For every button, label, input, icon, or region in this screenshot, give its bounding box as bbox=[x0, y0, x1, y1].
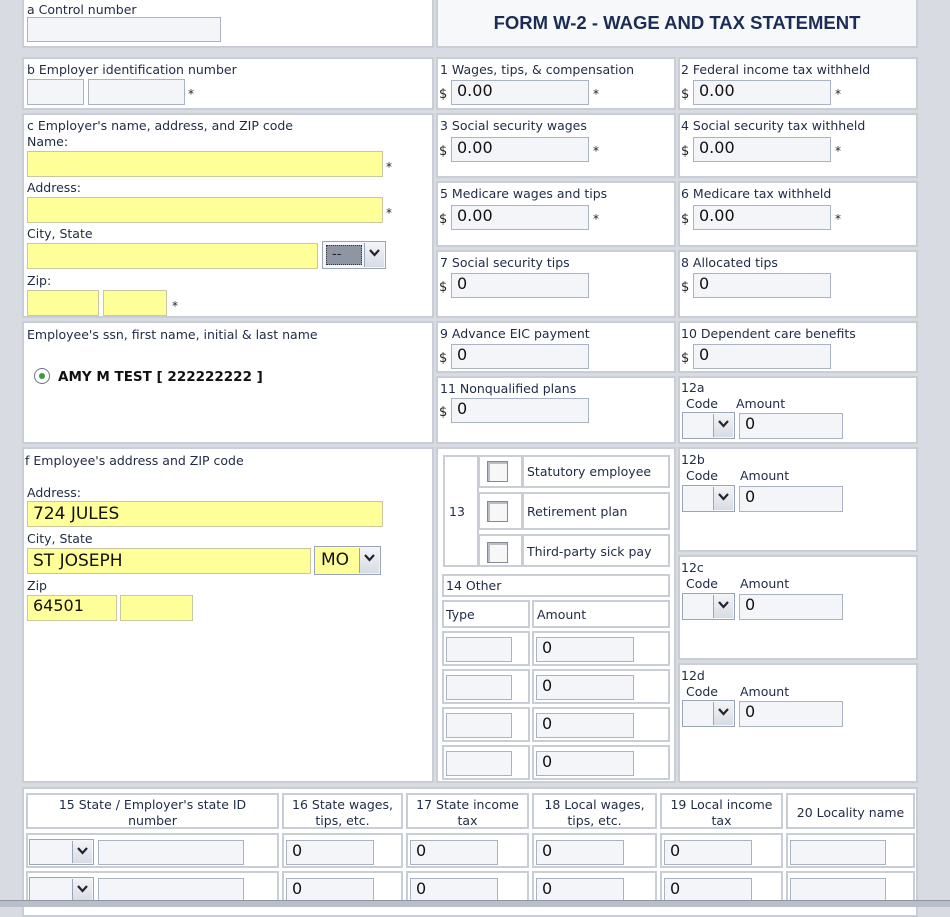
box-1-input[interactable]: 0.00 bbox=[451, 80, 589, 105]
employer-state-select[interactable] bbox=[322, 241, 386, 269]
box-7-ss-tips bbox=[436, 250, 676, 318]
state-wages-header: 16 State wages, tips, etc. bbox=[292, 797, 393, 828]
amount-label: Amount bbox=[740, 576, 790, 591]
box-3-label: 3 Social security wages bbox=[440, 118, 587, 133]
state-row-20 bbox=[786, 833, 915, 868]
employer-name-label: Name: bbox=[27, 134, 69, 149]
dollar-sign: $ bbox=[681, 212, 690, 227]
employer-section-label: c Employer's name, address, and ZIP code bbox=[27, 118, 293, 133]
box-3-input[interactable]: 0.00 bbox=[451, 137, 589, 162]
retirement-checkbox-cell bbox=[478, 492, 523, 530]
box-6-input[interactable]: 0.00 bbox=[693, 205, 831, 230]
box-7-label: 7 Social security tips bbox=[440, 255, 570, 270]
employer-address-label: Address: bbox=[27, 180, 81, 195]
locality-name-input[interactable] bbox=[790, 840, 886, 865]
employee-zip-label: Zip bbox=[27, 578, 47, 593]
box-4-input[interactable]: 0.00 bbox=[693, 137, 831, 162]
box-14-type-cell bbox=[442, 631, 530, 666]
dollar-sign: $ bbox=[439, 280, 448, 295]
code-label: Code bbox=[686, 468, 719, 483]
box-12d-label: 12d bbox=[681, 668, 705, 683]
box-9-label: 9 Advance EIC payment bbox=[440, 326, 590, 341]
chevron-down-icon[interactable] bbox=[713, 595, 733, 618]
employer-city-input[interactable] bbox=[27, 243, 318, 269]
employer-state-value: -- bbox=[326, 245, 362, 265]
locality-name-header: 20 Locality name bbox=[796, 805, 905, 820]
required-mark: * bbox=[593, 87, 599, 101]
local-wages-header: 18 Local wages, tips, etc. bbox=[544, 797, 645, 828]
box-14-label: 14 Other bbox=[446, 578, 502, 593]
state-row-19 bbox=[660, 833, 783, 868]
box-14-amount-cell bbox=[532, 669, 670, 704]
box-11-nonqualified bbox=[436, 376, 676, 444]
box-2-label: 2 Federal income tax withheld bbox=[681, 62, 871, 77]
employer-address-box bbox=[22, 113, 434, 318]
state-id-input[interactable] bbox=[98, 840, 244, 865]
employee-state-select[interactable]: MO bbox=[314, 546, 381, 575]
dollar-sign: $ bbox=[681, 351, 690, 366]
box-14-amount-cell bbox=[532, 745, 670, 780]
state-local-section bbox=[22, 787, 918, 917]
employee-zip-input[interactable]: 64501 bbox=[27, 595, 117, 621]
chevron-down-icon[interactable] bbox=[72, 879, 92, 901]
employer-city-state-label: City, State bbox=[27, 226, 93, 241]
box-12a-code-select[interactable] bbox=[682, 412, 735, 439]
dollar-sign: $ bbox=[681, 144, 690, 159]
box-8-input[interactable]: 0 bbox=[693, 273, 831, 298]
box-14-type-input[interactable] bbox=[446, 713, 512, 738]
amount-label: Amount bbox=[736, 396, 786, 411]
box-12c-code-select[interactable] bbox=[682, 593, 735, 620]
box-14-amount-cell bbox=[532, 631, 670, 666]
chevron-down-icon[interactable] bbox=[713, 414, 733, 437]
state-income-tax-input[interactable]: 0 bbox=[410, 840, 498, 865]
box-12c-amount-input[interactable]: 0 bbox=[739, 594, 843, 620]
box-14-amount-input[interactable]: 0 bbox=[536, 675, 634, 700]
box-4-label: 4 Social security tax withheld bbox=[681, 118, 866, 133]
box-9-input[interactable]: 0 bbox=[451, 344, 589, 369]
local-wages-input[interactable]: 0 bbox=[536, 878, 624, 903]
employee-select-box bbox=[22, 321, 434, 444]
statutory-employee-checkbox[interactable] bbox=[487, 461, 508, 482]
employer-zip4-input[interactable] bbox=[103, 290, 167, 316]
employee-address-label: Address: bbox=[27, 485, 81, 500]
employee-address-box bbox=[22, 447, 434, 783]
local-income-tax-header: 19 Local income tax bbox=[670, 797, 773, 828]
box-8-label: 8 Allocated tips bbox=[681, 255, 778, 270]
box-12a-label: 12a bbox=[681, 380, 705, 395]
box-12a-amount-input[interactable]: 0 bbox=[739, 413, 843, 439]
required-mark: * bbox=[835, 212, 841, 226]
box-14-header bbox=[442, 574, 670, 597]
amount-label: Amount bbox=[740, 468, 790, 483]
control-number-box bbox=[22, 0, 434, 48]
box-12a bbox=[678, 376, 918, 444]
box-7-input[interactable]: 0 bbox=[451, 273, 589, 298]
employee-name-label[interactable]: AMY M TEST [ 222222222 ] bbox=[58, 369, 263, 385]
box-5-input[interactable]: 0.00 bbox=[451, 205, 589, 230]
third-party-sick-pay-checkbox[interactable] bbox=[487, 542, 508, 563]
ein-label: b Employer identification number bbox=[27, 62, 237, 77]
dollar-sign: $ bbox=[439, 87, 448, 102]
sickpay-label-cell bbox=[522, 534, 670, 567]
required-mark: * bbox=[835, 144, 841, 158]
box-14-type-input[interactable] bbox=[446, 675, 512, 700]
box-12d-amount-input[interactable]: 0 bbox=[739, 701, 843, 727]
box-14-type-cell bbox=[442, 707, 530, 742]
required-mark: * bbox=[386, 160, 392, 174]
box-8-allocated-tips bbox=[678, 250, 918, 318]
code-label: Code bbox=[686, 396, 719, 411]
statutory-employee-label: Statutory employee bbox=[527, 464, 652, 479]
box-14-type-input[interactable] bbox=[446, 751, 512, 776]
form-title: FORM W-2 - WAGE AND TAX STATEMENT bbox=[493, 12, 861, 33]
control-number-label: a Control number bbox=[27, 2, 137, 17]
state-row-15 bbox=[26, 833, 279, 868]
dollar-sign: $ bbox=[439, 405, 448, 420]
box-3-ss-wages bbox=[436, 113, 676, 178]
box-5-medicare-wages bbox=[436, 181, 676, 247]
employee-city-state-label: City, State bbox=[27, 531, 93, 546]
box-4-ss-tax bbox=[678, 113, 918, 178]
header-19 bbox=[660, 793, 783, 829]
box-11-input[interactable]: 0 bbox=[451, 398, 589, 423]
box-10-label: 10 Dependent care benefits bbox=[681, 326, 856, 341]
dollar-sign: $ bbox=[439, 144, 448, 159]
window-bottom-border bbox=[0, 900, 950, 907]
box-13-number: 13 bbox=[449, 504, 465, 519]
box-12b bbox=[678, 447, 918, 552]
required-mark: * bbox=[188, 87, 194, 101]
dollar-sign: $ bbox=[439, 351, 448, 366]
employer-zip-label: Zip: bbox=[27, 273, 52, 288]
employee-zip4-input[interactable] bbox=[120, 595, 193, 621]
code-label: Code bbox=[686, 576, 719, 591]
box-6-label: 6 Medicare tax withheld bbox=[681, 186, 832, 201]
box-6-medicare-tax bbox=[678, 181, 918, 247]
box-14-amount-header bbox=[532, 600, 670, 628]
box-5-label: 5 Medicare wages and tips bbox=[440, 186, 608, 201]
box-14-amount-input[interactable]: 0 bbox=[536, 751, 634, 776]
box-13-14-container bbox=[436, 447, 676, 783]
box-12b-label: 12b bbox=[681, 452, 705, 467]
third-party-sick-pay-label: Third-party sick pay bbox=[527, 544, 652, 559]
required-mark: * bbox=[172, 299, 178, 313]
employee-section-label: Employee's ssn, first name, initial & last name bbox=[27, 327, 318, 342]
statutory-checkbox-cell bbox=[478, 455, 523, 488]
box-14-amount-input[interactable]: 0 bbox=[536, 637, 634, 662]
required-mark: * bbox=[835, 87, 841, 101]
box-10-input[interactable]: 0 bbox=[693, 344, 831, 369]
box-1-label: 1 Wages, tips, & compensation bbox=[440, 62, 635, 77]
required-mark: * bbox=[593, 144, 599, 158]
box-2-federal-tax bbox=[678, 57, 918, 110]
state-income-tax-input[interactable]: 0 bbox=[410, 878, 498, 903]
box-12c bbox=[678, 555, 918, 660]
dollar-sign: $ bbox=[681, 87, 690, 102]
required-mark: * bbox=[593, 212, 599, 226]
employer-zip-input[interactable] bbox=[27, 290, 99, 316]
header-20 bbox=[786, 793, 915, 829]
local-income-tax-input[interactable]: 0 bbox=[664, 840, 752, 865]
box-1-wages bbox=[436, 57, 676, 110]
box-12d bbox=[678, 663, 918, 783]
box-13-number-cell bbox=[443, 455, 479, 567]
box-12b-code-select[interactable] bbox=[682, 485, 735, 512]
control-number-input[interactable] bbox=[27, 17, 221, 42]
employer-ein-box bbox=[22, 57, 434, 110]
retirement-label-cell bbox=[522, 492, 670, 530]
ein-suffix-input[interactable] bbox=[88, 79, 185, 105]
employee-radio[interactable] bbox=[34, 368, 50, 384]
box-14-type-cell bbox=[442, 745, 530, 780]
chevron-down-icon[interactable] bbox=[713, 487, 733, 510]
employee-address-input[interactable]: 724 JULES bbox=[27, 501, 383, 527]
local-wages-input[interactable]: 0 bbox=[536, 840, 624, 865]
sickpay-checkbox-cell bbox=[478, 534, 523, 567]
dollar-sign: $ bbox=[681, 280, 690, 295]
box-14-type-cell bbox=[442, 669, 530, 704]
state-row-16 bbox=[282, 833, 403, 868]
box-14-type-label: Type bbox=[446, 607, 475, 622]
box-14-amount-cell bbox=[532, 707, 670, 742]
employee-city-input[interactable]: ST JOSEPH bbox=[27, 548, 311, 574]
box-12b-amount-input[interactable]: 0 bbox=[739, 486, 843, 512]
retirement-plan-checkbox[interactable] bbox=[487, 501, 508, 522]
statutory-label-cell bbox=[522, 455, 670, 488]
amount-label: Amount bbox=[740, 684, 790, 699]
state-id-header: 15 State / Employer's state ID number bbox=[58, 797, 247, 828]
box-9-eic bbox=[436, 321, 676, 373]
state-code-select[interactable] bbox=[29, 839, 94, 865]
chevron-down-icon[interactable] bbox=[359, 548, 379, 573]
employee-address-section-label: f Employee's address and ZIP code bbox=[25, 453, 244, 468]
box-11-label: 11 Nonqualified plans bbox=[440, 381, 577, 396]
box-14-amount-label: Amount bbox=[537, 607, 587, 622]
ein-prefix-input[interactable] bbox=[27, 79, 84, 105]
form-title-box bbox=[436, 0, 918, 48]
employer-name-input[interactable] bbox=[27, 151, 383, 177]
box-14-type-header bbox=[442, 600, 530, 628]
header-15 bbox=[26, 793, 279, 829]
local-income-tax-input[interactable]: 0 bbox=[664, 878, 752, 903]
header-17 bbox=[406, 793, 529, 829]
box-14-amount-input[interactable]: 0 bbox=[536, 713, 634, 738]
box-12c-label: 12c bbox=[681, 560, 704, 575]
chevron-down-icon[interactable] bbox=[72, 841, 92, 863]
box-10-dependent-care bbox=[678, 321, 918, 373]
state-income-tax-header: 17 State income tax bbox=[416, 797, 519, 828]
employer-address-input[interactable] bbox=[27, 197, 383, 223]
state-row-18 bbox=[532, 833, 657, 868]
chevron-down-icon[interactable] bbox=[364, 243, 384, 267]
box-2-input[interactable]: 0.00 bbox=[693, 80, 831, 105]
chevron-down-icon[interactable] bbox=[713, 702, 733, 725]
dollar-sign: $ bbox=[439, 212, 448, 227]
state-wages-input[interactable]: 0 bbox=[286, 878, 374, 903]
box-14-type-input[interactable] bbox=[446, 637, 512, 662]
header-16 bbox=[282, 793, 403, 829]
retirement-plan-label: Retirement plan bbox=[527, 504, 628, 519]
required-mark: * bbox=[386, 206, 392, 220]
state-row-17 bbox=[406, 833, 529, 868]
box-12d-code-select[interactable] bbox=[682, 700, 735, 727]
state-wages-input[interactable]: 0 bbox=[286, 840, 374, 865]
code-label: Code bbox=[686, 684, 719, 699]
header-18 bbox=[532, 793, 657, 829]
